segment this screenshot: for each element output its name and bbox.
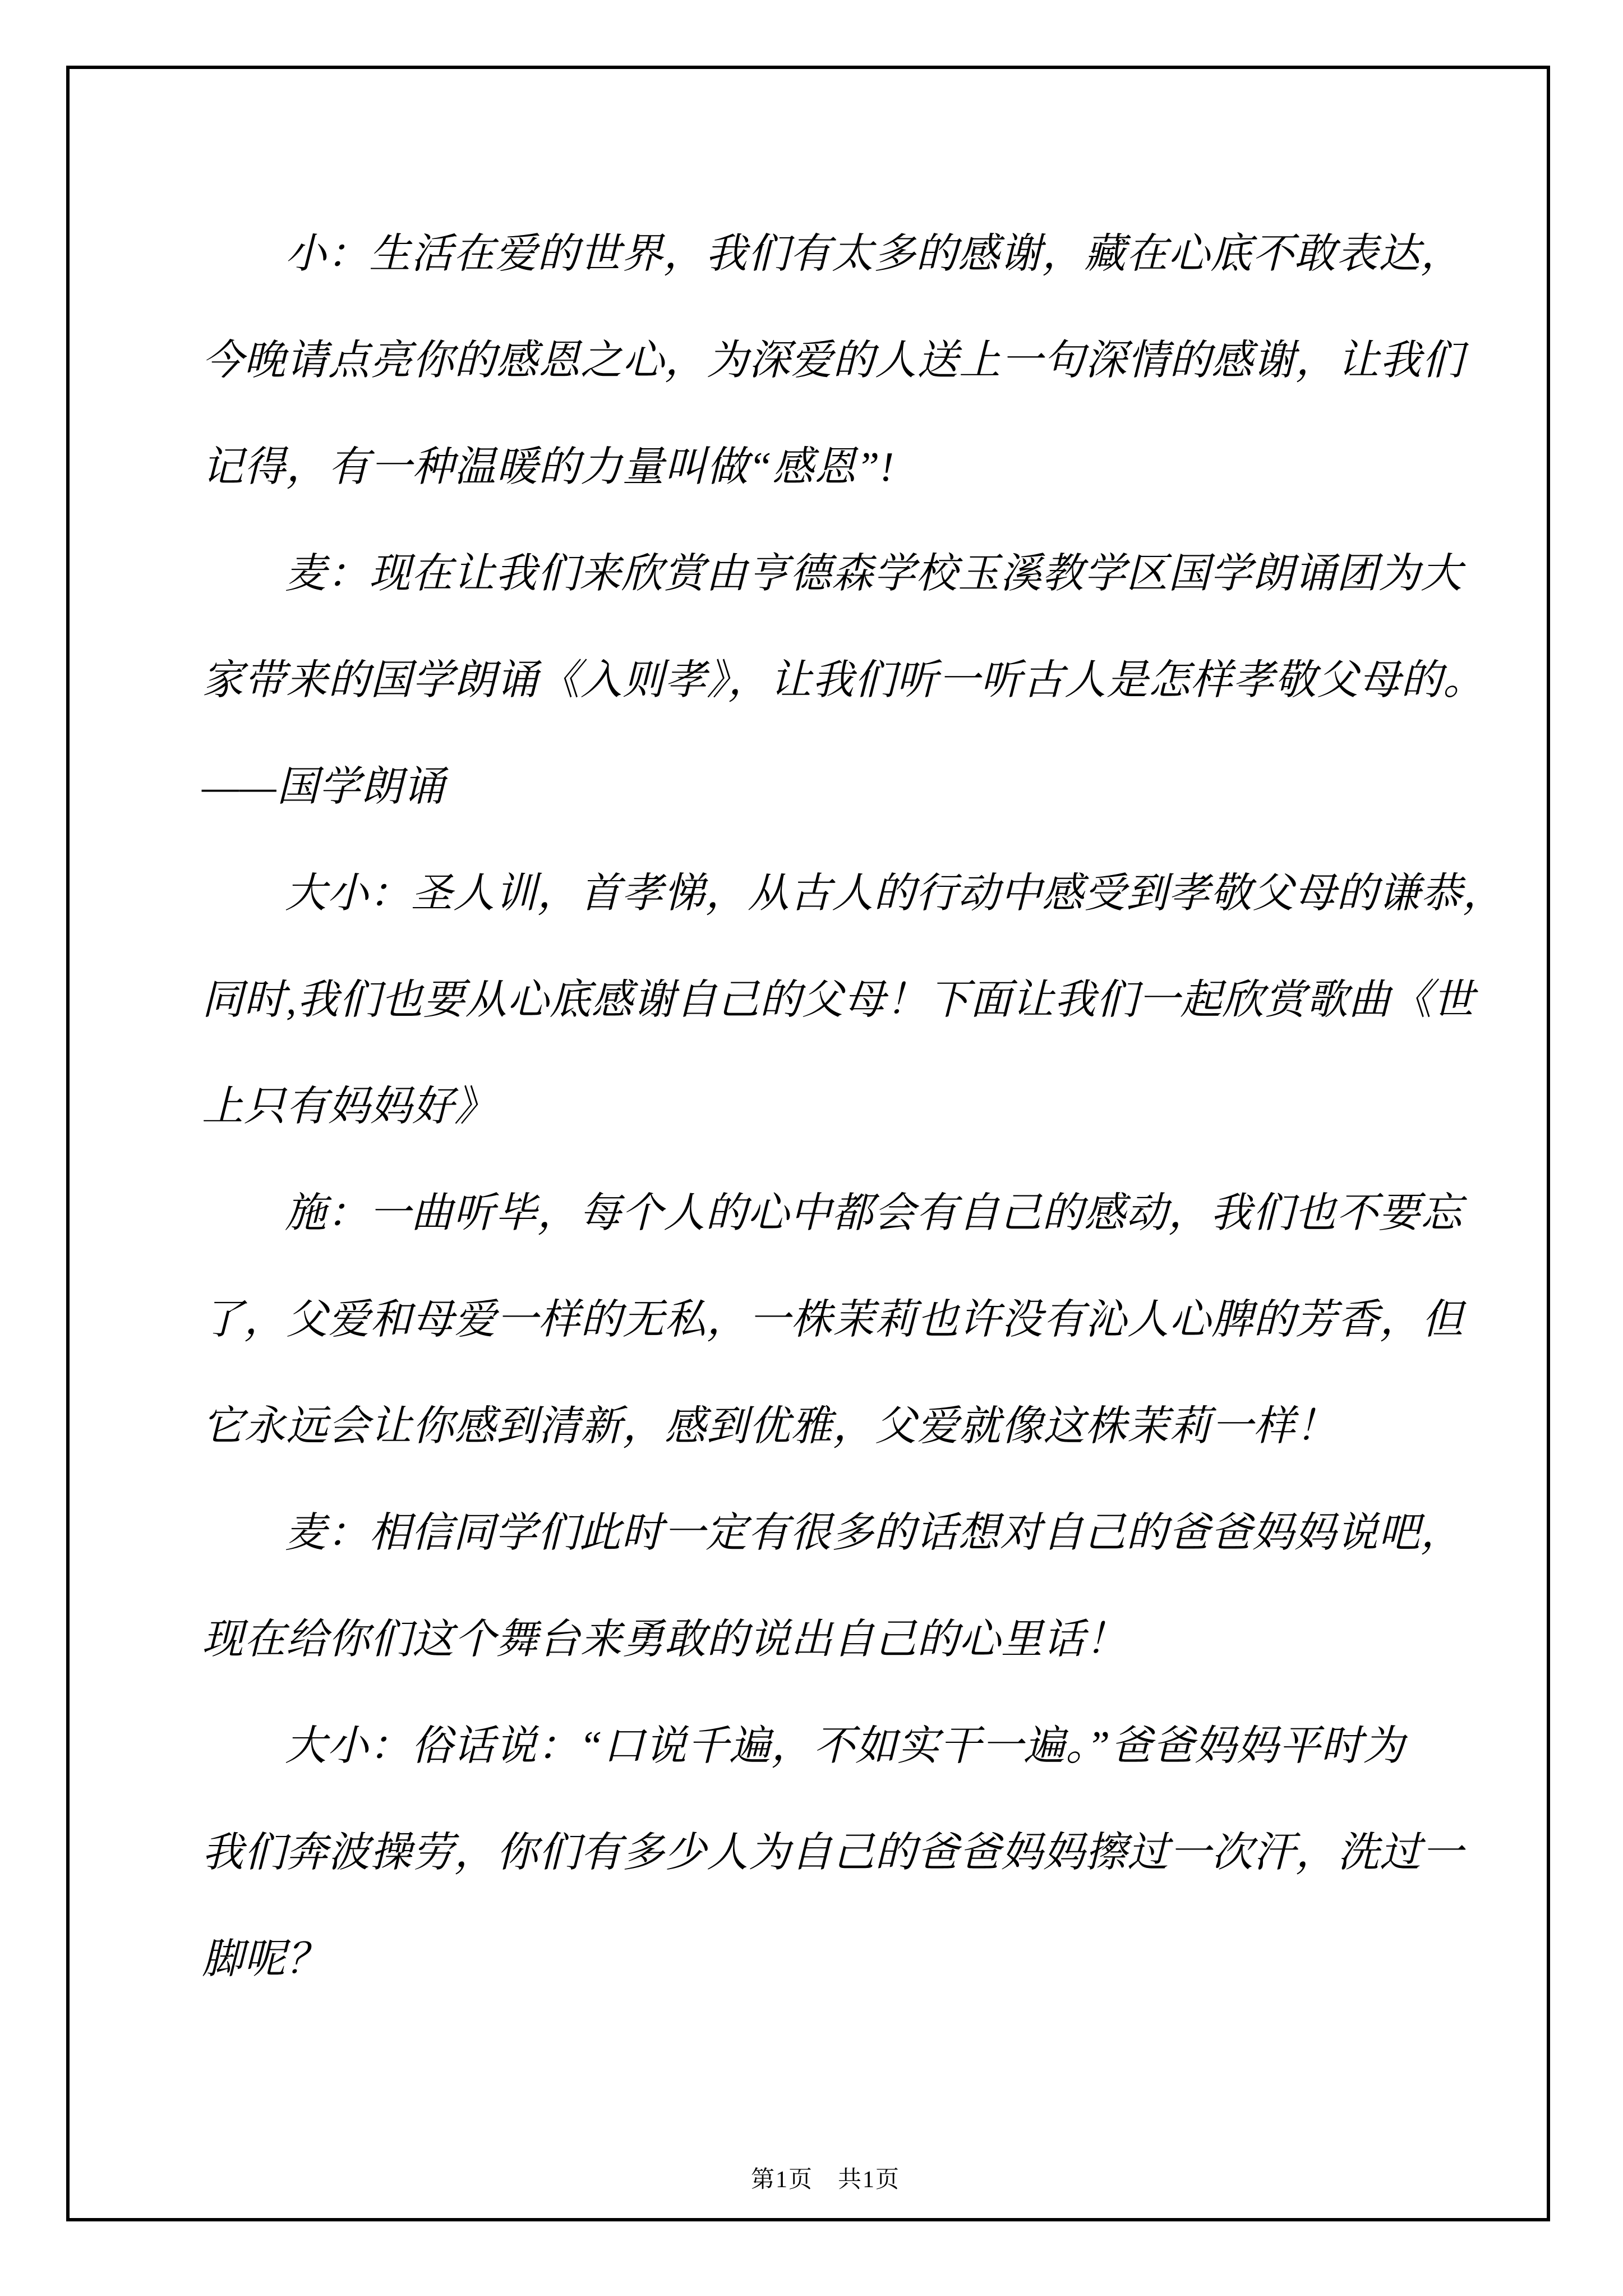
text-line: 了，父爱和母爱一样的无私，一株茉莉也许没有沁人心脾的芳香，但 [202,1297,1464,1343]
text-line: 它永远会让你感到清新，感到优雅，父爱就像这株茉莉一样！ [202,1404,1338,1450]
page-number-indicator: 第1页 共1页 [750,2167,900,2193]
text-line: 现在给你们这个舞台来勇敢的说出自己的心里话！ [202,1617,1127,1663]
text-line: 麦：相信同学们此时一定有很多的话想对自己的爸爸妈妈说吧， [285,1510,1463,1556]
document-content [202,201,1505,2013]
text-line: 同时,我们也要从心底感谢自己的父母！下面让我们一起欣赏歌曲《世 [202,977,1475,1023]
text-line: 家带来的国学朗诵《入则孝》，让我们听一听古人是怎样孝敬父母的。 [202,657,1485,703]
text-line: 麦：现在让我们来欣赏由亨德森学校玉溪教学区国学朗诵团为大 [285,551,1463,597]
text-line: 大小：圣人训，首孝悌，从古人的行动中感受到孝敬父母的谦恭， [285,871,1505,917]
text-line: 上只有妈妈好》 [202,1084,496,1130]
text-line: 大小：俗话说：“口说千遍，不如实干一遍。”爸爸妈妈平时为 [285,1723,1405,1769]
text-line: 我们奔波操劳，你们有多少人为自己的爸爸妈妈擦过一次汗，洗过一 [202,1830,1464,1876]
text-line: 今晚请点亮你的感恩之心，为深爱的人送上一句深情的感谢，让我们 [202,338,1464,384]
text-line: 脚呢？ [202,1936,328,1982]
text-line: ——国学朗诵 [202,764,445,810]
text-line: 施：一曲听毕，每个人的心中都会有自己的感动，我们也不要忘 [285,1190,1463,1236]
text-line: 记得，有一种温暖的力量叫做“感恩”! [202,444,895,490]
page-footer [0,2126,1623,2193]
text-line: 小：生活在爱的世界，我们有太多的感谢，藏在心底不敢表达， [285,231,1463,277]
